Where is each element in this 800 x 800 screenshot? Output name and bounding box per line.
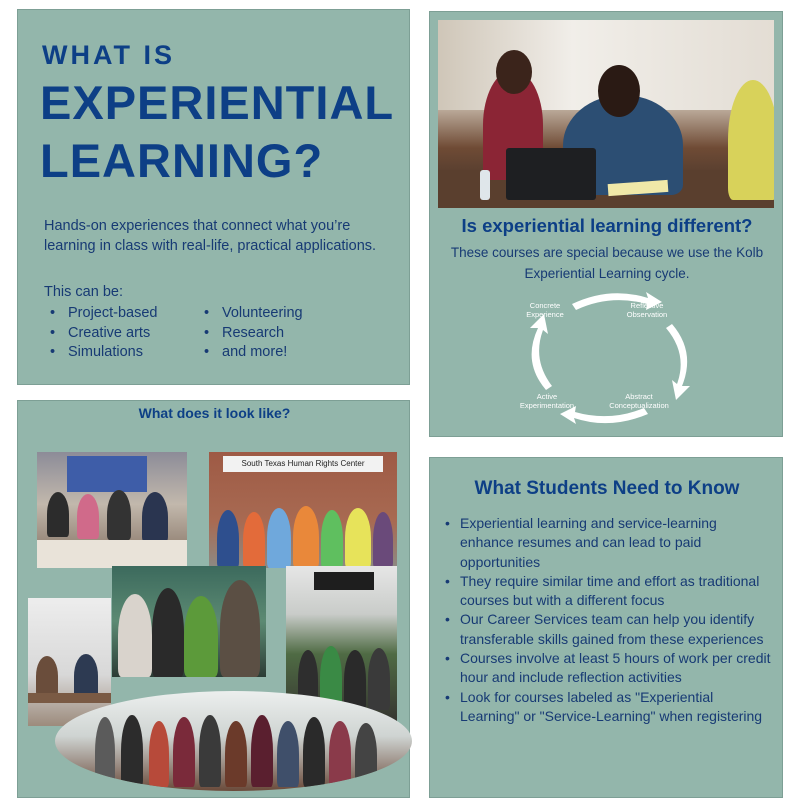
cycle-label-concrete: Concrete Experience [526, 301, 564, 319]
cycle-label-reflective: Reflective Observation [626, 301, 668, 319]
list-item: • Courses involve at least 5 hours of work per credit hour and include reflection activities [442, 649, 772, 688]
different-panel [429, 11, 783, 437]
list-item: • Project-based [44, 304, 157, 324]
list-item: • They require similar time and effort as traditional courses but with a different focus [442, 572, 772, 611]
list-item: • Simulations [44, 343, 157, 363]
list-intro: This can be: [44, 284, 123, 300]
look-like-heading: What does it look like? [138, 405, 291, 421]
different-heading: Is experiential learning different? [461, 215, 753, 236]
examples-list-right [198, 304, 303, 363]
classroom-photo [438, 20, 774, 208]
list-item: • Experiential learning and service-learning enhance resumes and can lead to paid opportunities [442, 514, 772, 572]
large-group-photo [55, 691, 412, 791]
list-item: • Research [198, 324, 303, 344]
what-does-it-look-like-panel [17, 400, 410, 798]
examples-list-left [44, 304, 157, 363]
students-photo [112, 566, 266, 677]
meeting-photo [37, 452, 187, 568]
students-need-to-know-panel [429, 457, 783, 798]
what-is-panel [17, 9, 410, 385]
cycle-label-active: Active Experimentation [519, 392, 575, 410]
title-line-2: EXPERIENTIAL [40, 76, 395, 129]
kolb-description: These courses are special because we use the Kolb Experiential Learning cycle. [450, 245, 764, 281]
list-item: • Look for courses labeled as "Experiential Learning" or "Service-Learning" when registering [442, 688, 772, 727]
center-sign: South Texas Human Rights Center [223, 456, 383, 472]
human-rights-center-photo [209, 452, 397, 568]
need-to-know-heading: What Students Need to Know [474, 478, 740, 499]
title-line-1: WHAT IS [42, 40, 175, 70]
list-item: • Volunteering [198, 304, 303, 324]
title-line-3: LEARNING? [40, 134, 324, 187]
list-item: • and more! [198, 343, 303, 363]
definition-text: Hands-on experiences that connect what you’re learning in class with real-life, practical applications. [44, 218, 377, 254]
study-session-photo [28, 598, 111, 726]
need-to-know-list [442, 514, 772, 726]
list-item: • Our Career Services team can help you identify transferable skills gained from these experiences [442, 610, 772, 649]
cycle-label-abstract: Abstract Conceptualization [609, 392, 669, 410]
list-item: • Creative arts [44, 324, 157, 344]
